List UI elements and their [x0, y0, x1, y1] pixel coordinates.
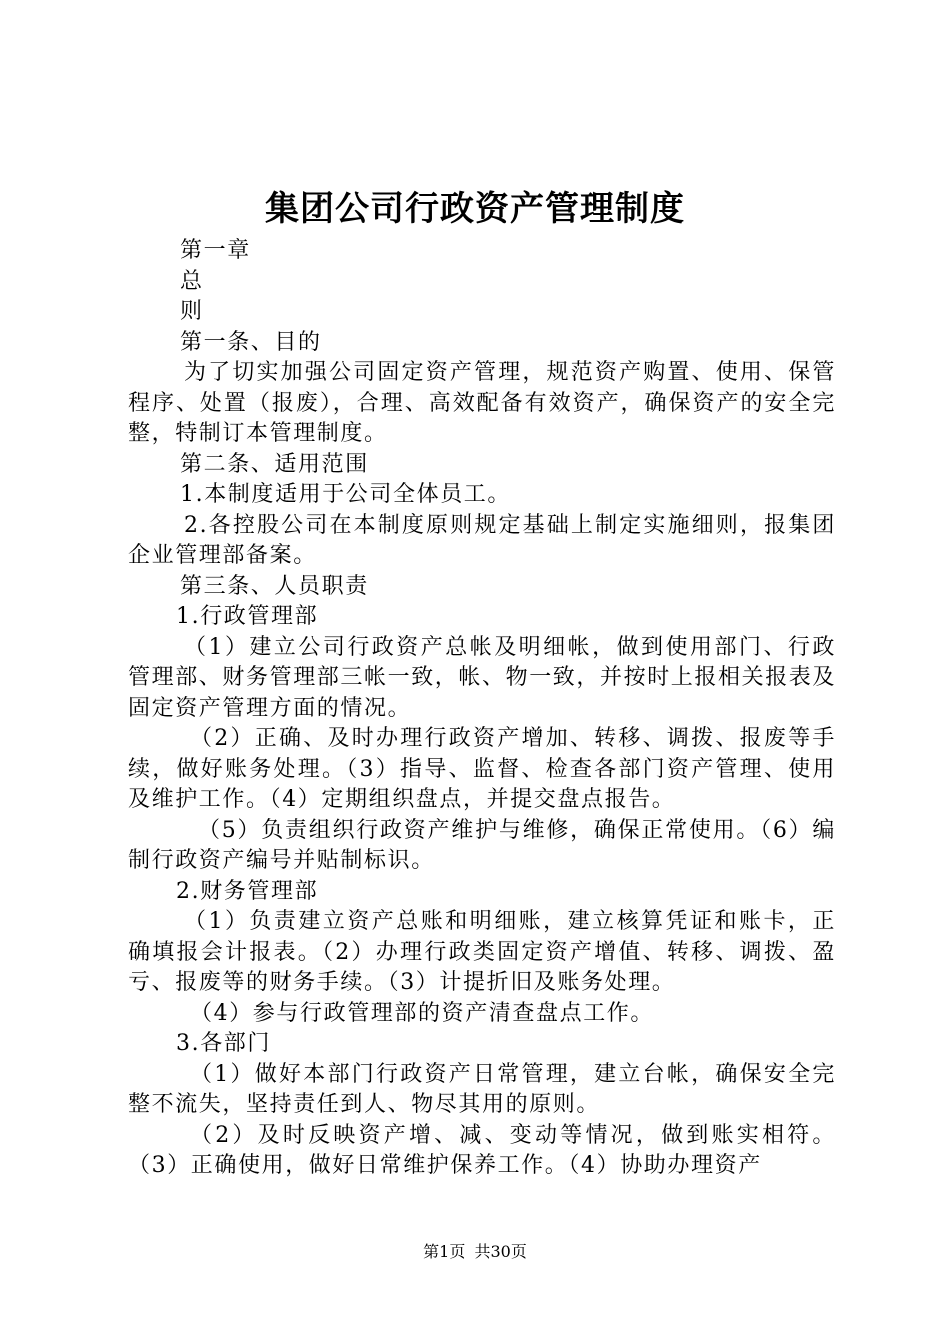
paragraph: （2）正确、及时办理行政资产增加、转移、调拨、报废等手续，做好账务处理。（3）指导、监督、检查各部门资产管理、使用及维护工作。（4）定期组织盘点，并提交盘点报告。: [128, 726, 836, 812]
page-number: 第1页: [423, 1242, 466, 1261]
section-heading: 1.行政管理部: [176, 604, 319, 629]
paragraph: （4）参与行政管理部的资产清查盘点工作。: [190, 1000, 654, 1026]
paragraph: （2）及时反映资产增、减、变动等情况，做到账实相符。（3）正确使用，做好日常维护保养工作。（4）协助办理资产: [128, 1122, 836, 1178]
article-heading: 第三条、人员职责: [180, 573, 369, 599]
page-footer: [0, 1240, 950, 1264]
section-heading: 2.财务管理部: [176, 878, 319, 904]
document-title: 集团公司行政资产管理制度: [265, 189, 685, 229]
paragraph: 1.本制度适用于公司全体员工。: [180, 482, 511, 507]
paragraph: （1）负责建立资产总账和明细账，建立核算凭证和账卡，正确填报会计报表。（2）办理行政类固定资产增值、转移、调拨、盈亏、报废等的财务手续。（3）计提折旧及账务处理。: [128, 909, 836, 995]
chapter-heading-part: 则: [180, 299, 204, 324]
paragraph: （5）负责组织行政资产维护与维修，确保正常使用。（6）编制行政资产编号并贴制标识。: [128, 817, 836, 873]
chapter-heading: 第一章: [180, 238, 251, 263]
page-total: 共30页: [474, 1242, 527, 1261]
document-body: [128, 236, 836, 1182]
paragraph: 2.各控股公司在本制度原则规定基础上制定实施细则，报集团企业管理部备案。: [128, 512, 836, 568]
paragraph: （1）建立公司行政资产总帐及明细帐，做到使用部门、行政管理部、财务管理部三帐一致，帐、物一致，并按时上报相关报表及固定资产管理方面的情况。: [128, 634, 837, 721]
paragraph: （1）做好本部门行政资产日常管理，建立台帐，确保安全完整不流失，坚持责任到人、物尽其用的原则。: [128, 1061, 836, 1117]
section-heading: 3.各部门: [176, 1031, 271, 1056]
paragraph: 为了切实加强公司固定资产管理，规范资产购置、使用、保管程序、处置（报废），合理、高效配备有效资产，确保资产的安全完整，特制订本管理制度。: [128, 360, 836, 446]
article-heading: 第二条、适用范围: [180, 451, 369, 477]
chapter-heading-part: 总: [180, 268, 204, 294]
article-heading: 第一条、目的: [180, 329, 322, 355]
